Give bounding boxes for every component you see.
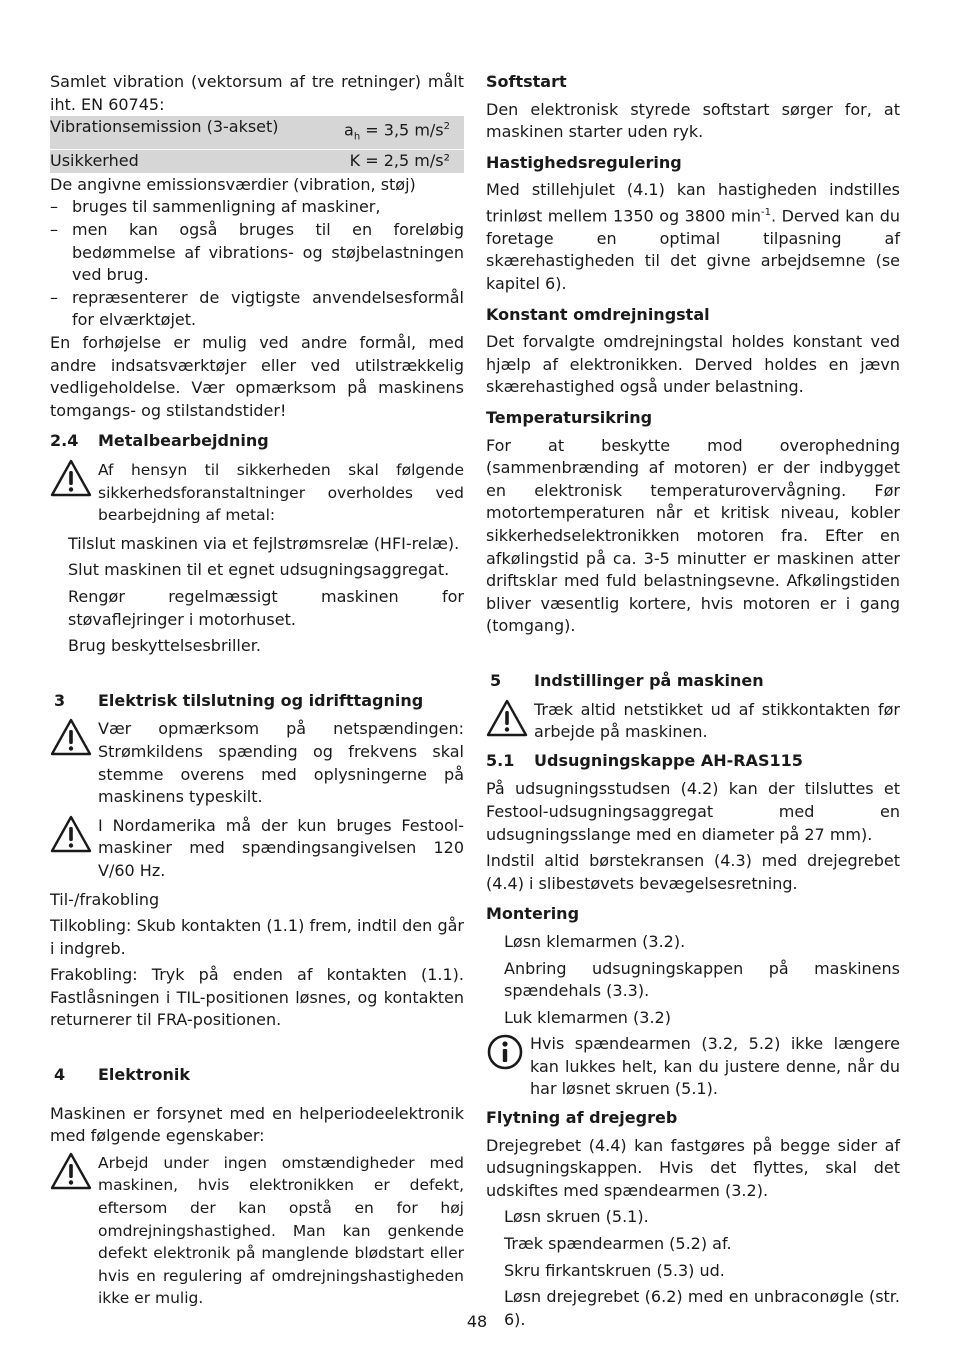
- vibration-intro: Samlet vibration (vektorsum af tre retninger) målt iht. EN 60745:: [50, 72, 464, 114]
- vibration-row-uncertainty: [50, 150, 464, 173]
- temperature-heading: Temperatursikring: [486, 408, 653, 428]
- list-item: Anbring udsugningskappen på maskinens spændehals (3.3).: [504, 958, 900, 1001]
- list-item: Skru firkantskruen (5.3) ud.: [504, 1260, 725, 1280]
- section-heading-3: 3 Elektrisk tilslutning og idrifttagning: [54, 690, 424, 710]
- vibration-label: Vibrationsemission (3-akset): [50, 117, 279, 137]
- mounting-steps: [504, 931, 900, 1029]
- vibration-value: $a_h = 3,5$ $m/s^2$: [344, 120, 450, 143]
- section-heading-4: 4 Elektronik: [54, 1065, 190, 1085]
- list-item: Træk spændearmen (5.2) af.: [504, 1234, 732, 1254]
- speed-heading: Hastighedsregulering: [486, 152, 682, 172]
- list-item: Rengør regelmæssigt maskinen for støvaflejringer i motorhuset.: [68, 586, 464, 629]
- vibration-table: [50, 116, 464, 173]
- list-item: Luk klemarmen (3.2): [504, 1007, 671, 1027]
- warning-note: Træk altid netstikket ud af stikkontakten før arbejde på maskinen.: [486, 699, 900, 744]
- emission-list: [50, 196, 464, 332]
- info-note: Hvis spændearmen (3.2, 5.2) ikke længere kan lukkes helt, kan du justere denne, når du har løsnet skruen (5.1).: [486, 1033, 900, 1101]
- warning-triangle-icon: [486, 699, 534, 744]
- info-circle-icon: [486, 1033, 530, 1101]
- section-heading-5-1: 5.1 Udsugningskappe AH-RAS115: [486, 750, 803, 770]
- vibration-value: K = 2,5 m/s²: [349, 151, 450, 171]
- switch-off-text: Frakobling: Tryk på enden af kontakten (1.1). Fastlåsningen i TIL-positionen løsnes, og kontakten returnerer til FRA-positionen.: [50, 965, 464, 1030]
- softstart-text: Den elektronisk styrede softstart sørger for, at maskinen starter uden ryk.: [486, 99, 900, 142]
- vibration-row-emission: [50, 116, 464, 149]
- warning-note: Vær opmærksom på netspændingen: Strømkildens spænding og frekvens skal stemme overens med oplysningerne på maskinens typeskilt.: [50, 718, 464, 808]
- constant-speed-heading: Konstant omdrejningstal: [486, 304, 710, 324]
- vibration-label: Usikkerhed: [50, 151, 139, 171]
- left-column: [50, 71, 464, 1316]
- constant-speed-text: Det forvalgte omdrejningstal holdes konstant ved hjælp af elektronikken. Derved holdes en jævn skærehastighed også under belastning.: [486, 332, 900, 397]
- metal-steps: [68, 533, 464, 658]
- section-heading-2-4: 2.4 Metalbearbejdning: [50, 431, 269, 451]
- right-column: [486, 71, 900, 1335]
- warning-triangle-icon: [50, 718, 98, 808]
- warning-note: I Nordamerika må der kun bruges Festool-maskiner med spændingsangivelsen 120 V/60 Hz.: [50, 815, 464, 883]
- move-knob-text: Drejegrebet (4.4) kan fastgøres på begge sider af udsugningskappen. Hvis det flyttes, skal det udskiftes med spændearmen (3.2).: [486, 1135, 900, 1200]
- list-item: Løsn drejegrebet (6.2) med en unbraconøgle (str. 6).: [504, 1287, 900, 1329]
- warning-triangle-icon: [50, 1152, 98, 1310]
- list-item: Slut maskinen til et egnet udsugningsaggregat.: [68, 560, 450, 580]
- warning-triangle-icon: [50, 815, 98, 883]
- softstart-heading: Softstart: [486, 72, 567, 91]
- section-heading-5: 5 Indstillinger på maskinen: [490, 670, 764, 690]
- switch-on-text: Tilkobling: Skub kontakten (1.1) frem, indtil den går i indgreb.: [50, 916, 464, 958]
- speed-text: Med stillehjulet (4.1) kan hastigheden indstilles trinløst mellem 1350 og 3800 $\min^{-1}$. Derved kan du foretage en optimal tilpasning af skærehastigheden til det givne arbejdsemne (se kapitel 6).: [486, 180, 901, 294]
- list-item: Løsn skruen (5.1).: [504, 1207, 649, 1227]
- list-item: Brug beskyttelsesbriller.: [68, 636, 261, 656]
- warning-note: Arbejd under ingen omstændigheder med maskinen, hvis elektronikken er defekt, eftersom der kan opstå en for høj omdrejningshastighed. Man kan genkende defekt elektronik på manglende blødstart eller hvis en regulering af omdrejningshastigheden ikke er mulig.: [50, 1152, 464, 1310]
- extraction-text: På udsugningsstudsen (4.2) kan der tilsluttes et Festool-udsugningsaggregat med en udsugningsslange med en diameter på 27 mm).: [486, 779, 900, 844]
- electronics-text: Maskinen er forsynet med en helperiodeelektronik med følgende egenskaber:: [50, 1103, 464, 1146]
- list-item: – men kan også bruges til en foreløbig bedømmelse af vibrations- og støjbelastningen ved brug.: [50, 220, 464, 285]
- list-item: – repræsenterer de vigtigste anvendelsesformål for elværktøjet.: [50, 287, 464, 330]
- page-number: 48: [466, 1312, 488, 1331]
- temperature-text: For at beskytte mod overophedning (sammenbrænding af motoren) er der indbygget en elektronisk temperaturovervågning. Før motortemperaturen når et kritisk niveau, kobler sikkerhedselektronikken motoren fra. Efter en afkølingstid på ca. 3-5 minutter er maskinen atter driftsklar med fuld belastningsevne. Afkølingstiden bliver væsentlig kortere, hvis motoren er i gang (tomgang).: [486, 435, 900, 636]
- mounting-heading: Montering: [486, 904, 580, 924]
- emission-intro: De angivne emissionsværdier (vibration, støj): [50, 174, 416, 194]
- list-item: Tilslut maskinen via et fejlstrømsrelæ (HFI-relæ).: [68, 533, 460, 553]
- brush-ring-text: Indstil altid børstekransen (4.3) med drejegrebet (4.4) i slibestøvets bevægelsesretning.: [486, 851, 900, 893]
- list-item: Løsn klemarmen (3.2).: [504, 931, 686, 951]
- emission-note: En forhøjelse er mulig ved andre formål, med andre indsatsværktøjer eller ved utilstrækkelig vedligeholdelse. Vær opmærksom på maskinens tomgangs- og stilstandstider!: [50, 333, 464, 420]
- warning-triangle-icon: [50, 459, 98, 527]
- list-item: – bruges til sammenligning af maskiner,: [50, 197, 381, 217]
- move-knob-heading: Flytning af drejegreb: [486, 1108, 678, 1128]
- switch-subheading: Til-/frakobling: [50, 889, 160, 909]
- warning-note: Af hensyn til sikkerheden skal følgende sikkerhedsforanstaltninger overholdes ved bearbejdning af metal:: [50, 459, 464, 527]
